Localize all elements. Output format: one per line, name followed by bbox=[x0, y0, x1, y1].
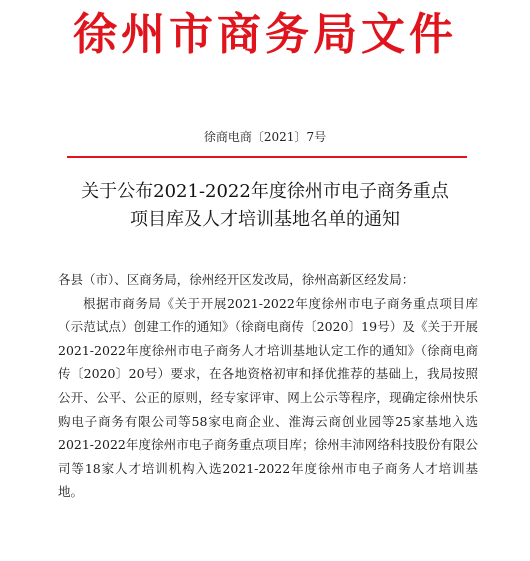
title-line-2: 项目库及人才培训基地名单的通知 bbox=[130, 209, 400, 230]
title-line-1: 关于公布2021-2022年度徐州市电子商务重点 bbox=[81, 181, 449, 202]
red-divider-line bbox=[67, 156, 467, 158]
document-title bbox=[50, 178, 480, 234]
masthead-title: 徐州市商务局文件 bbox=[73, 9, 457, 60]
document-number: 徐商电商〔2021〕7号 bbox=[203, 130, 327, 144]
body-paragraph: 根据市商务局《关于开展2021-2022年度徐州市电子商务重点项目库（示范试点）创建工作的通知》（徐商电商传〔2020〕19号）及《关于开展2021-2022年度徐州市电子商务人才培训基地认定工作的通知》（徐商电商传〔2020〕20号）要求，在各地资格初审和择优推荐的基础上，我局按照公开、公平、公正的原则，经专家评审、网上公示等程序，现确定徐州快乐购电子商务有限公司等58家电商企业、淮海云商创业园等25家基地入选2021-2022年度徐州市电子商务重点项目库；徐州丰沛网络科技股份有限公司等18家人才培训机构入选2021-2022年度徐州市电子商务人才培训基地。 bbox=[58, 295, 478, 500]
document-body bbox=[58, 268, 478, 504]
salutation: 各县（市）、区商务局，徐州经开区发改局，徐州高新区经发局： bbox=[58, 272, 415, 287]
